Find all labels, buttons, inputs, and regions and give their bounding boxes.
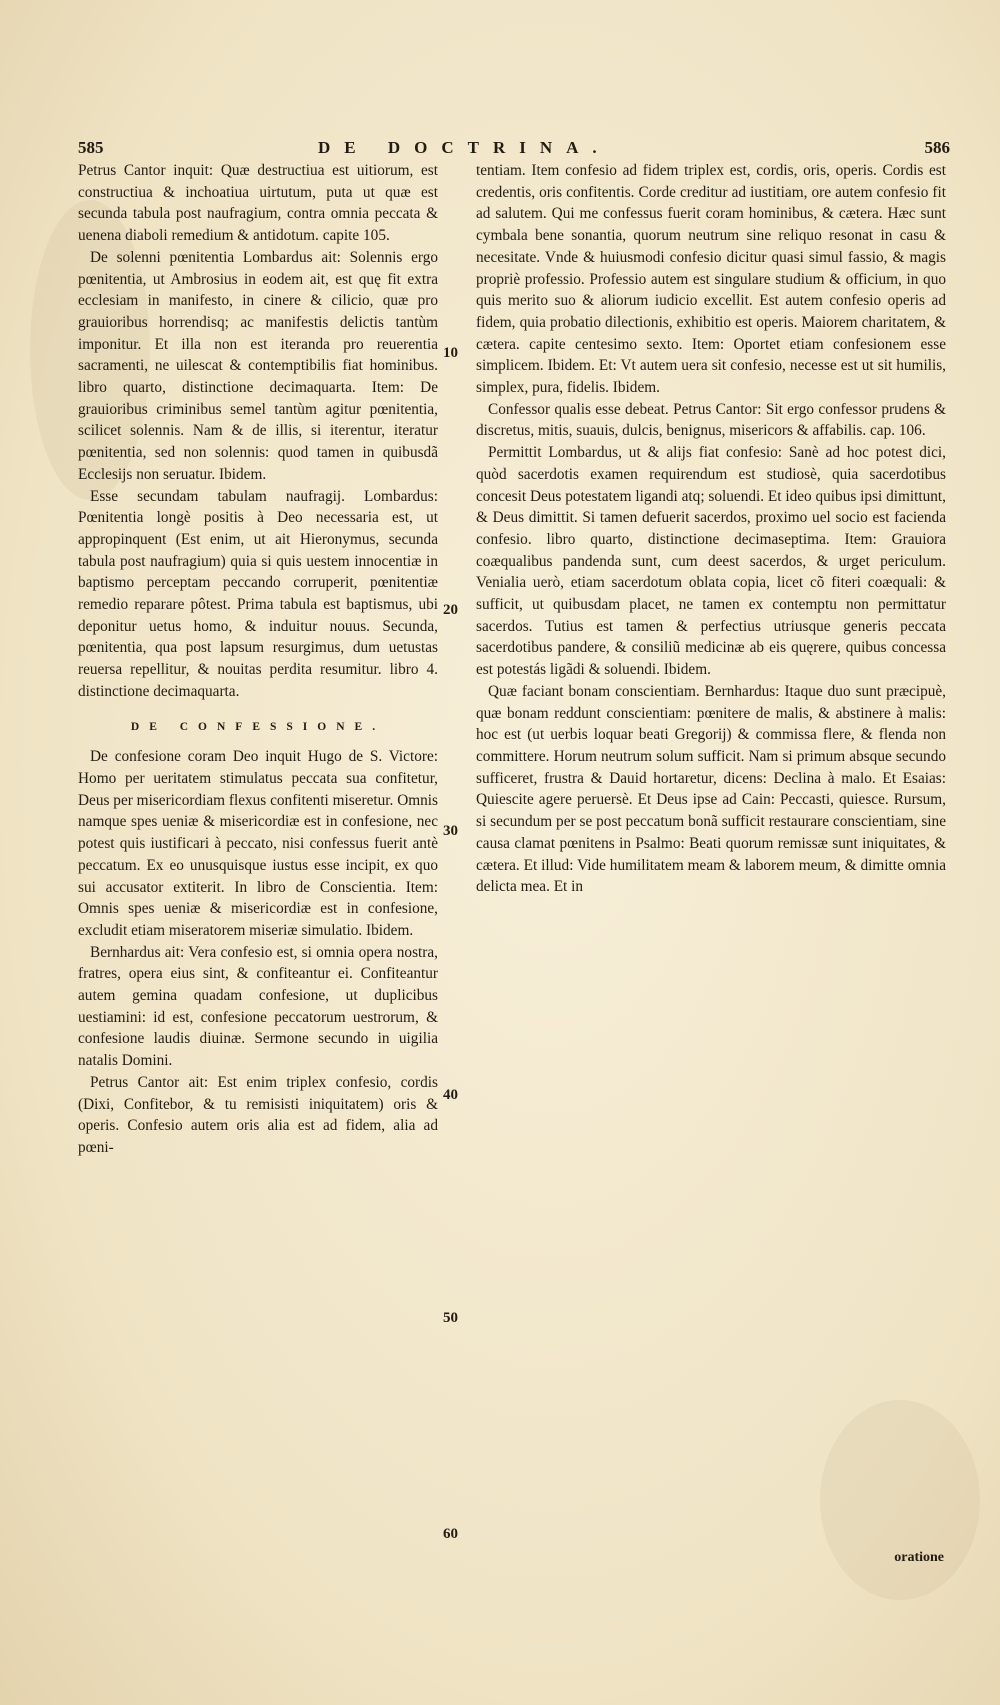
page-number-left: 585 (78, 138, 104, 157)
paragraph: tentiam. Item confesio ad fidem triplex est, cordis, oris, operis. Cordis est credentis, oris confitentis. Corde creditur ad iustitiam, ore autem confesio fit ad salutem. Qui me confessus fuerit coram hominibus, & cætera. Hæc sunt cymbala bene sonantia, quorum neutrum sine reliquo resonat in casu & necesitate. Vnde & huiusmodi confesio dicitur quasi simul fassio, & magis propriè professio. Professio autem est singulare studium & officium, in quo quis merito suo & aliorum iudicio excellit. Est autem confesio operis ad fidem, quia probatio dilectionis, exhibitio est operis. Maiorem charitatem, & cætera. capite centesimo sexto. Item: Oportet etiam confesionem esse simplicem. Ibidem. Et: Vt autem uera sit confesio, necesse est ut sit humilis, simplex, pura, fidelis. Ibidem. (476, 162, 946, 397)
paper-stain (820, 1400, 980, 1600)
paragraph: De solenni pœnitentia Lombardus ait: Solennis ergo pœnitentia, ut Ambrosius in eodem ait, est quę fit extra ecclesiam in manifesto, in cinere & cilicio, quæ pro grauioribus horrendisq; ac manifestis delictis tantùm imponitur. Et illa non est iteranda pro reuerentia sacramenti, ne uilescat & contemptibilis fiat hominibus. libro quarto, distinctione decimaquarta. Item: De grauioribus criminibus semel tantùm agitur pœnitentia, scilicet solennis. Nam & de illis, si iterentur, iteratur pœnitentia, sed non solennis: quod tamen in quibusdã Ecclesijs non seruatur. Ibidem. (78, 248, 438, 483)
running-title: DE DOCTRINA. (318, 138, 611, 157)
paragraph: Confessor qualis esse debeat. Petrus Cantor: Sit ergo confessor prudens & discretus, mitis, suauis, dulcis, benignus, misericors & affabilis. cap. 106. (476, 400, 946, 440)
paragraph: Esse secundam tabulam naufragij. Lombardus: Pœnitentia longè positis à Deo necessaria est, ut appropinquent (Est enim, ut ait Hieronymus, secunda tabula post naufragium) quia si quis uestem innocentiæ in baptismo perceptam peccando corruperit, pœnitentiæ remedio reparare pôtest. Prima tabula est baptismus, ubi deponitur uetus homo, & induitur nouus. Secunda, pœnitentia, qua post lapsum resurgimus, dum uetustas reuersa repellitur, & nouitas perdita resumitur. libro 4. distinctione decimaquarta. (78, 487, 438, 700)
line-number: 60 (443, 1526, 458, 1542)
line-number: 50 (443, 1310, 458, 1326)
line-number: 30 (443, 823, 458, 839)
paragraph: Bernhardus ait: Vera confesio est, si omnia opera nostra, fratres, opera eius sint, & confiteantur ei. Confiteantur autem gemina quadam confesione, ut duplicibus uestiamini: id est, confesione peccatorum uestrorum, & confesione laudis diuinæ. Sermone secundo in uigilia natalis Domini. (78, 943, 438, 1070)
paragraph: Petrus Cantor ait: Est enim triplex confesio, cordis (Dixi, Confitebor, & tu remisisti iniquitatem) oris & operis. Confesio autem oris alia est ad fidem, alia ad pœni- (78, 1073, 438, 1156)
paragraph: Petrus Cantor inquit: Quæ destructiua est uitiorum, est constructiua & inchoatiua uirtutum, puta ut quæ est secunda tabula post naufragium, contra omnia peccata & uenena diaboli remedium & antidotum. capite 105. (78, 162, 438, 245)
paragraph: Permittit Lombardus, ut & alijs fiat confesio: Sanè ad hoc potest dici, quòd sacerdotis examen requirendum est studiosè, quia sacerdotibus concesit Deus potestatem ligandi atq; soluendi. Et ideo quibus ipsi dimittunt, & Deus dimittit. Si tamen defuerit sacerdos, proximo uel socio est facienda confesio. libro quarto, distinctione decimaseptima. Item: Grauiora coæqualibus pandenda sunt, cum deest sacerdos, & urget periculum. Venialia uerò, etiam sacerdotum oblata copia, licet cõ fiteri coæquali: & sufficit, ut quibusdam placet, ne tamen ex contemptu non permittatur sacerdos. Tutius est tamen & perfectius utriusque generis peccata sacerdotibus pandere, & consiliũ medicinæ ab eis quęrere, quibus concessa est potestás ligãdi & soluendi. Ibidem. (476, 444, 946, 679)
line-number: 40 (443, 1087, 458, 1103)
page-number-right: 586 (924, 138, 950, 157)
catchword: oratione (894, 1550, 944, 1565)
section-heading: DE CONFESSIONE. (130, 720, 386, 733)
left-column (78, 160, 438, 1159)
right-column (476, 160, 946, 898)
paragraph: Quæ faciant bonam conscientiam. Bernhardus: Itaque duo sunt præcipuè, quæ bonam reddunt conscientiam: pœnitere de malis, & abstinere à malis: hoc est (ut uerbis loquar beati Gregorij) & commissa flere, & flenda non committere. Horum neutrum solum sufficit. Nam si primum absque secundo sufficeret, frustra & Dauid hortaretur, dicens: Declina à malo. Et Esaias: Quiescite agere peruersè. Et Deus ipse ad Cain: Peccasti, quiesce. Rursum, si secundum per se post peccatum bonã sufficit restaurare conscientiam, sine causa clamat pœnitens in Psalmo: Beati quorum remissæ sunt iniquitates, & cætera. Et illud: Vide humilitatem meam & laborem meum, & dimitte omnia delicta mea. Et in (476, 682, 946, 896)
line-number: 10 (443, 345, 458, 361)
line-number: 20 (443, 602, 458, 618)
paragraph: De confesione coram Deo inquit Hugo de S. Victore: Homo per ueritatem stimulatus peccata sua confitetur, Deus per misericordiam flexus confitenti miseretur. Omnis namque spes ueniæ & misericordiæ est in confesione, nec potest quis iustificari à peccato, nisi confessus fuerit antè peccatum. Ex eo unusquisque iustus esse incipit, ex quo sui accusator extiterit. In libro de Conscientia. Item: Omnis spes ueniæ & misericordiæ est in confesione, excludit etiam miseratorem miseriæ simulatio. Ibidem. (78, 748, 438, 939)
